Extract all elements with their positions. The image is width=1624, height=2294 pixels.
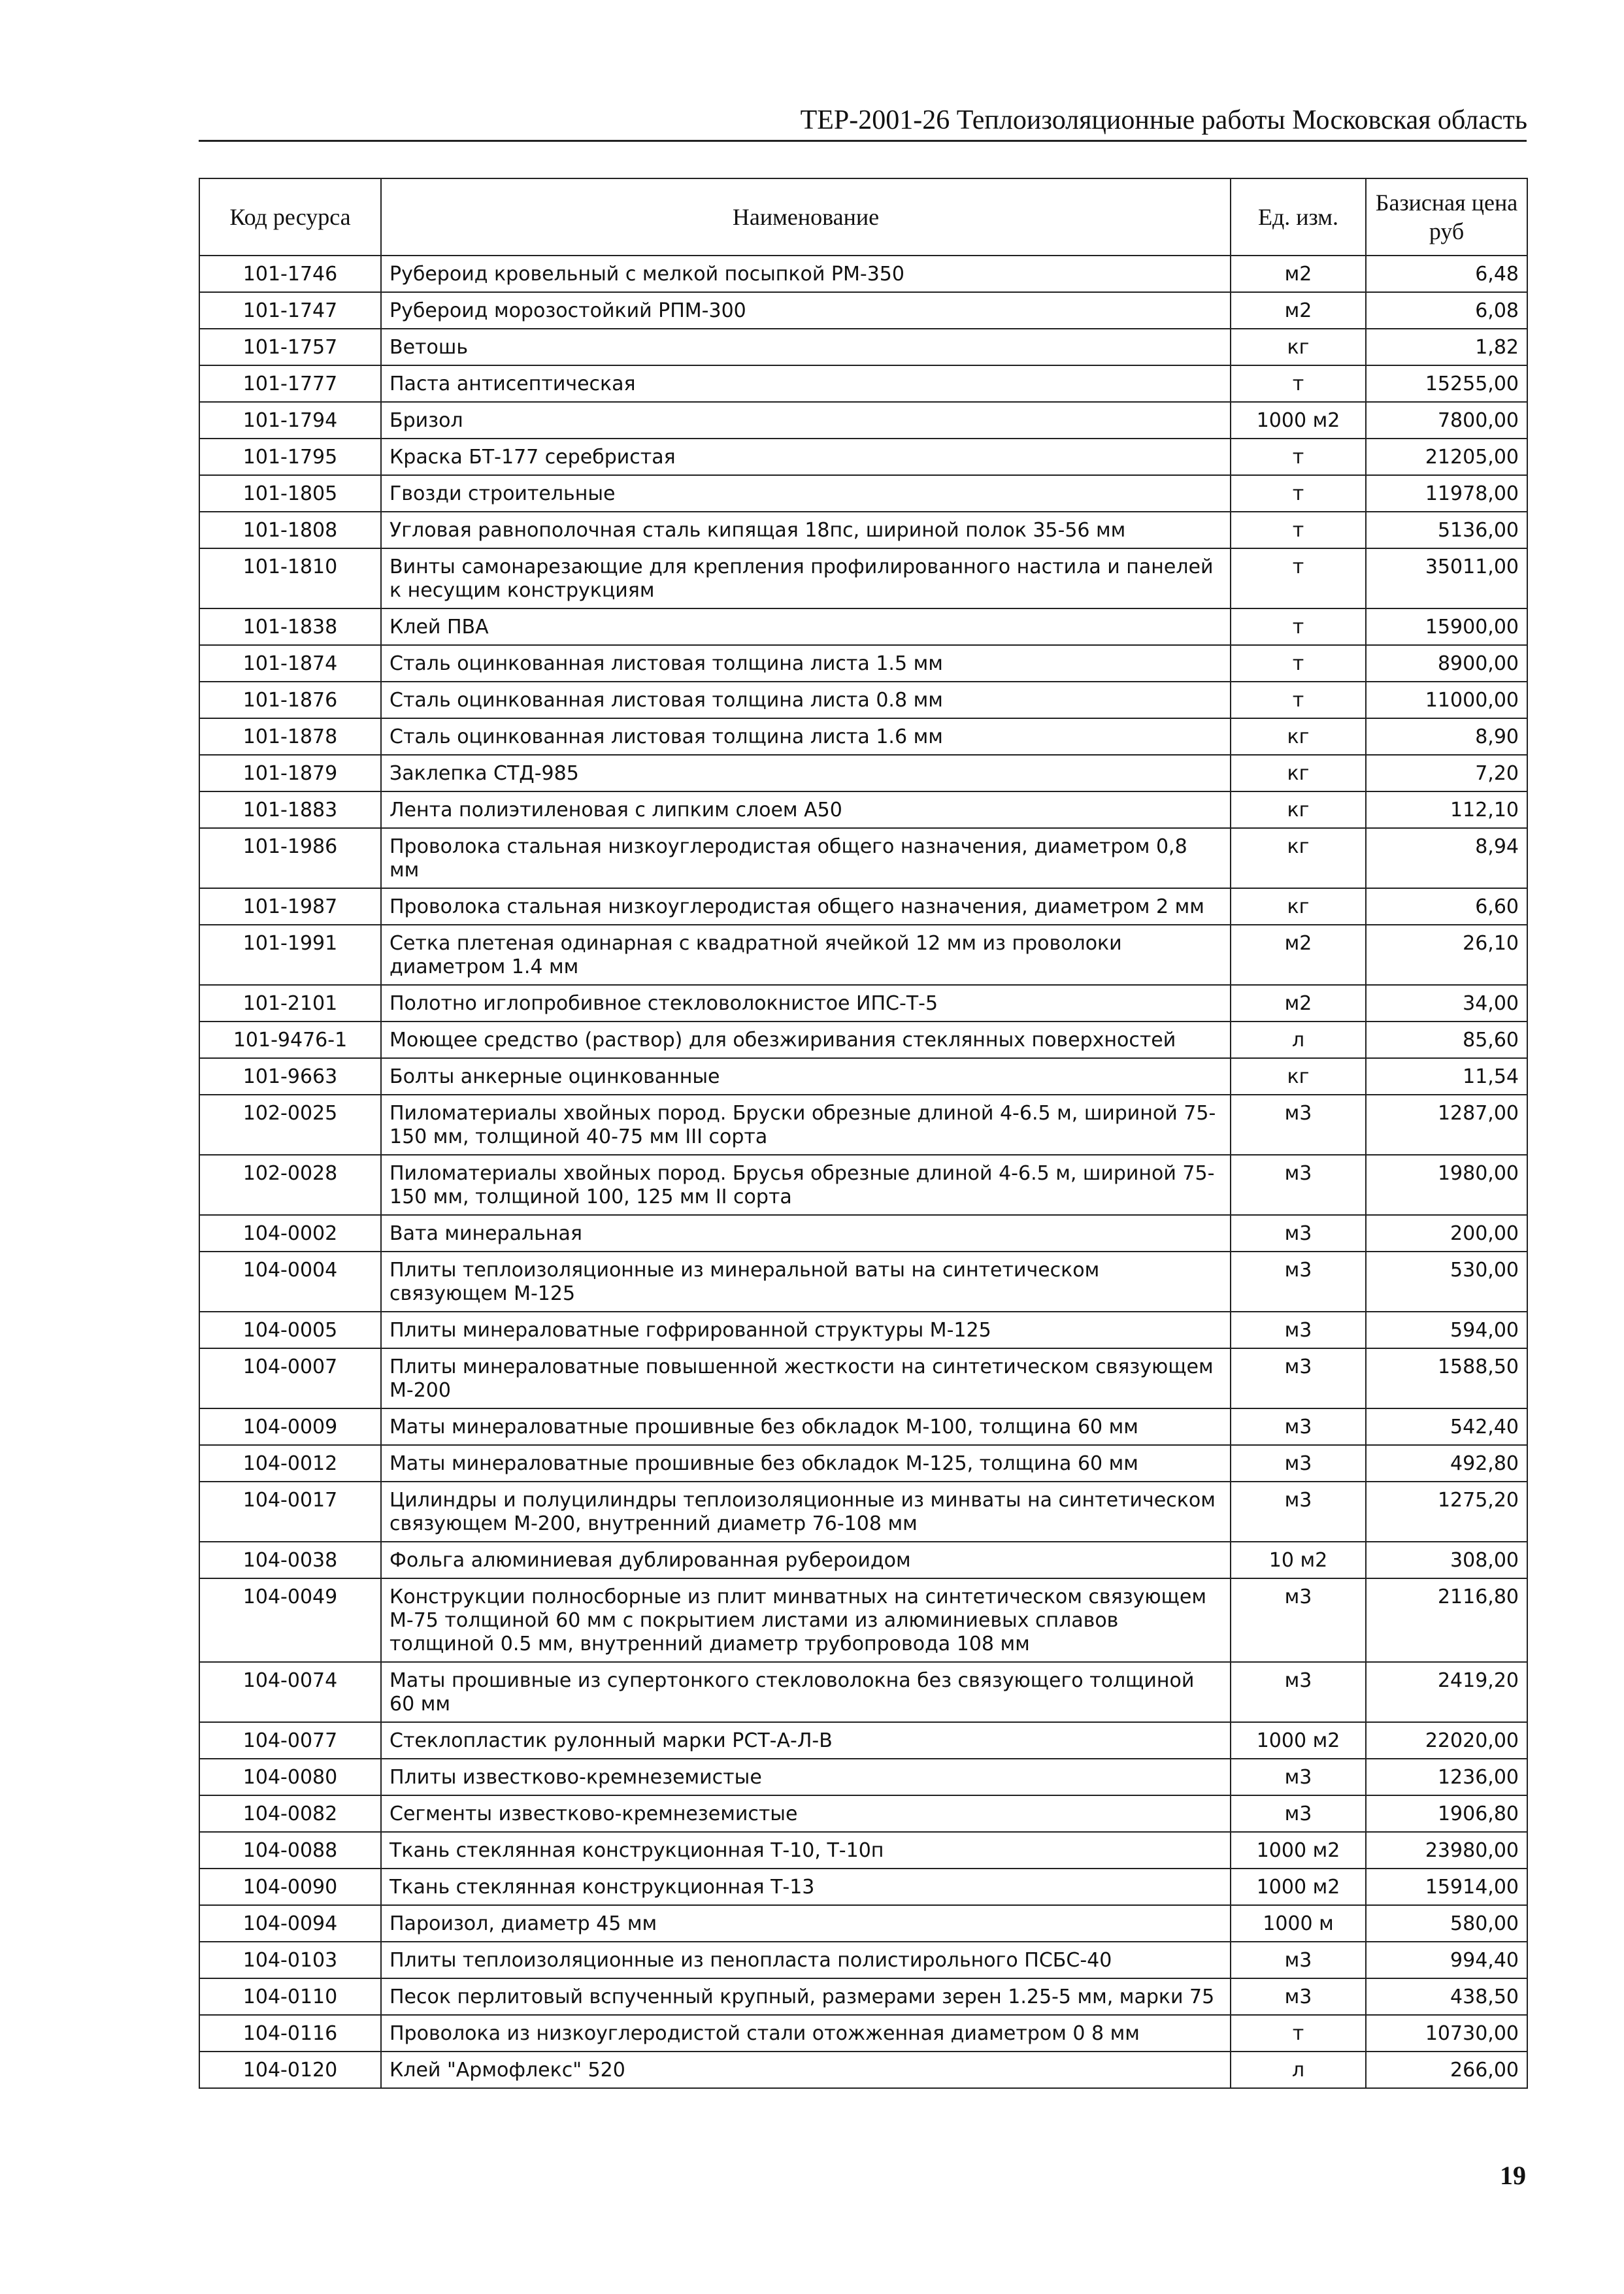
table-row [199, 548, 1527, 608]
cell-name: Краска БТ-177 серебристая [381, 439, 1231, 475]
cell-price: 85,60 [1366, 1022, 1527, 1058]
cell-code: 104-0090 [199, 1869, 381, 1905]
cell-unit: м3 [1231, 1408, 1366, 1445]
cell-unit: т [1231, 682, 1366, 718]
table-row [199, 608, 1527, 645]
table-row [199, 1722, 1527, 1759]
table-row [199, 1542, 1527, 1578]
cell-name: Маты минераловатные прошивные без обкладок М-100, толщина 60 мм [381, 1408, 1231, 1445]
cell-unit: кг [1231, 1058, 1366, 1095]
cell-price: 1980,00 [1366, 1155, 1527, 1215]
table-body [199, 256, 1527, 2088]
cell-code: 104-0074 [199, 1662, 381, 1722]
cell-code: 104-0088 [199, 1832, 381, 1869]
cell-price: 22020,00 [1366, 1722, 1527, 1759]
cell-unit: 1000 м2 [1231, 1869, 1366, 1905]
table-row [199, 1905, 1527, 1942]
cell-unit: кг [1231, 718, 1366, 755]
table-row [199, 512, 1527, 548]
table-row [199, 439, 1527, 475]
page-number: 19 [1500, 2161, 1526, 2190]
cell-price: 15255,00 [1366, 365, 1527, 402]
cell-code: 104-0012 [199, 1445, 381, 1482]
cell-code: 101-1878 [199, 718, 381, 755]
table-row [199, 1832, 1527, 1869]
cell-name: Лента полиэтиленовая с липким слоем А50 [381, 791, 1231, 828]
cell-price: 308,00 [1366, 1542, 1527, 1578]
cell-unit: м3 [1231, 1215, 1366, 1252]
cell-name: Паста антисептическая [381, 365, 1231, 402]
cell-name: Полотно иглопробивное стекловолокнистое ИПС-Т-5 [381, 985, 1231, 1022]
cell-code: 101-1838 [199, 608, 381, 645]
cell-price: 1906,80 [1366, 1795, 1527, 1832]
table-row [199, 1348, 1527, 1408]
cell-code: 104-0009 [199, 1408, 381, 1445]
cell-price: 11000,00 [1366, 682, 1527, 718]
cell-name: Пиломатериалы хвойных пород. Бруски обрезные длиной 4-6.5 м, шириной 75-150 мм, толщиной 40-75 мм III сорта [381, 1095, 1231, 1155]
cell-code: 101-1746 [199, 256, 381, 292]
cell-code: 101-1874 [199, 645, 381, 682]
cell-price: 580,00 [1366, 1905, 1527, 1942]
cell-unit: т [1231, 548, 1366, 608]
cell-price: 11,54 [1366, 1058, 1527, 1095]
table-row [199, 682, 1527, 718]
cell-name: Бризол [381, 402, 1231, 439]
cell-code: 101-1805 [199, 475, 381, 512]
table-row [199, 1252, 1527, 1312]
cell-unit: м3 [1231, 1795, 1366, 1832]
table-row [199, 1095, 1527, 1155]
table-row [199, 1155, 1527, 1215]
table-row [199, 256, 1527, 292]
cell-code: 101-1876 [199, 682, 381, 718]
cell-price: 200,00 [1366, 1215, 1527, 1252]
cell-name: Сталь оцинкованная листовая толщина листа 0.8 мм [381, 682, 1231, 718]
table-row [199, 1869, 1527, 1905]
cell-code: 102-0028 [199, 1155, 381, 1215]
cell-code: 104-0005 [199, 1312, 381, 1348]
table-row [199, 1978, 1527, 2015]
cell-price: 1287,00 [1366, 1095, 1527, 1155]
cell-code: 101-9476-1 [199, 1022, 381, 1058]
cell-code: 101-1777 [199, 365, 381, 402]
cell-code: 101-1795 [199, 439, 381, 475]
cell-name: Песок перлитовый вспученный крупный, размерами зерен 1.25-5 мм, марки 75 [381, 1978, 1231, 2015]
cell-price: 266,00 [1366, 2052, 1527, 2088]
cell-price: 1275,20 [1366, 1482, 1527, 1542]
table-row [199, 755, 1527, 791]
cell-name: Ветошь [381, 329, 1231, 365]
cell-name: Рубероид морозостойкий РПМ-300 [381, 292, 1231, 329]
cell-price: 15900,00 [1366, 608, 1527, 645]
cell-price: 5136,00 [1366, 512, 1527, 548]
table-header-row [199, 178, 1527, 256]
table-row [199, 1408, 1527, 1445]
cell-unit: л [1231, 2052, 1366, 2088]
cell-unit: м3 [1231, 1095, 1366, 1155]
cell-name: Клей "Армофлекс" 520 [381, 2052, 1231, 2088]
table-row [199, 329, 1527, 365]
cell-code: 104-0004 [199, 1252, 381, 1312]
cell-code: 101-1747 [199, 292, 381, 329]
column-header-unit: Ед. изм. [1231, 178, 1366, 256]
cell-code: 104-0103 [199, 1942, 381, 1978]
cell-price: 1588,50 [1366, 1348, 1527, 1408]
table-row [199, 365, 1527, 402]
cell-unit: т [1231, 475, 1366, 512]
cell-name: Цилиндры и полуцилиндры теплоизоляционные из минваты на синтетическом связующем М-200, внутренний диаметр 76-108 мм [381, 1482, 1231, 1542]
cell-price: 112,10 [1366, 791, 1527, 828]
cell-unit: т [1231, 2015, 1366, 2052]
cell-price: 34,00 [1366, 985, 1527, 1022]
cell-price: 994,40 [1366, 1942, 1527, 1978]
cell-code: 104-0082 [199, 1795, 381, 1832]
cell-name: Проволока стальная низкоуглеродистая общего назначения, диаметром 2 мм [381, 888, 1231, 925]
table-row [199, 2052, 1527, 2088]
cell-unit: м3 [1231, 1759, 1366, 1795]
cell-unit: кг [1231, 791, 1366, 828]
cell-name: Проволока из низкоуглеродистой стали отожженная диаметром 0 8 мм [381, 2015, 1231, 2052]
cell-price: 10730,00 [1366, 2015, 1527, 2052]
cell-price: 1,82 [1366, 329, 1527, 365]
table-row [199, 1445, 1527, 1482]
cell-code: 104-0120 [199, 2052, 381, 2088]
table-row [199, 475, 1527, 512]
cell-price: 11978,00 [1366, 475, 1527, 512]
table-row [199, 1312, 1527, 1348]
table-row [199, 718, 1527, 755]
cell-unit: м2 [1231, 925, 1366, 985]
cell-code: 104-0077 [199, 1722, 381, 1759]
cell-unit: 1000 м2 [1231, 1722, 1366, 1759]
cell-price: 2116,80 [1366, 1578, 1527, 1662]
cell-unit: 1000 м [1231, 1905, 1366, 1942]
table-row [199, 1022, 1527, 1058]
cell-unit: м3 [1231, 1155, 1366, 1215]
cell-name: Плиты минераловатные повышенной жесткости на синтетическом связующем М-200 [381, 1348, 1231, 1408]
cell-code: 104-0116 [199, 2015, 381, 2052]
cell-name: Угловая равнополочная сталь кипящая 18пс, шириной полок 35-56 мм [381, 512, 1231, 548]
cell-price: 7,20 [1366, 755, 1527, 791]
table-row [199, 985, 1527, 1022]
cell-unit: кг [1231, 755, 1366, 791]
table-row [199, 925, 1527, 985]
cell-price: 8900,00 [1366, 645, 1527, 682]
cell-price: 23980,00 [1366, 1832, 1527, 1869]
cell-code: 104-0038 [199, 1542, 381, 1578]
cell-unit: м3 [1231, 1348, 1366, 1408]
cell-code: 104-0080 [199, 1759, 381, 1795]
cell-code: 101-1757 [199, 329, 381, 365]
cell-name: Сталь оцинкованная листовая толщина листа 1.6 мм [381, 718, 1231, 755]
cell-name: Пароизол, диаметр 45 мм [381, 1905, 1231, 1942]
cell-price: 6,48 [1366, 256, 1527, 292]
cell-name: Маты минераловатные прошивные без обкладок М-125, толщина 60 мм [381, 1445, 1231, 1482]
cell-name: Конструкции полносборные из плит минватных на синтетическом связующем М-75 толщиной 60 мм с покрытием листами из алюминиевых сплавов толщиной 0.5 мм, внутренний диаметр трубопровода 108 мм [381, 1578, 1231, 1662]
cell-price: 15914,00 [1366, 1869, 1527, 1905]
table-row [199, 888, 1527, 925]
column-header-price: Базисная цена руб [1366, 178, 1527, 256]
cell-price: 35011,00 [1366, 548, 1527, 608]
cell-code: 101-1986 [199, 828, 381, 888]
cell-code: 104-0049 [199, 1578, 381, 1662]
cell-unit: кг [1231, 329, 1366, 365]
cell-name: Плиты теплоизоляционные из пенопласта полистирольного ПСБС-40 [381, 1942, 1231, 1978]
cell-unit: м3 [1231, 1942, 1366, 1978]
cell-name: Плиты минераловатные гофрированной структуры М-125 [381, 1312, 1231, 1348]
cell-code: 104-0110 [199, 1978, 381, 2015]
table-row [199, 1759, 1527, 1795]
cell-name: Заклепка СТД-985 [381, 755, 1231, 791]
column-header-code: Код ресурса [199, 178, 381, 256]
column-header-name: Наименование [381, 178, 1231, 256]
cell-name: Ткань стеклянная конструкционная Т-13 [381, 1869, 1231, 1905]
cell-name: Маты прошивные из супертонкого стекловолокна без связующего толщиной 60 мм [381, 1662, 1231, 1722]
page-header-title: ТЕР-2001-26 Теплоизоляционные работы Московская область [800, 105, 1527, 135]
table-row [199, 2015, 1527, 2052]
cell-code: 101-1883 [199, 791, 381, 828]
cell-name: Пиломатериалы хвойных пород. Брусья обрезные длиной 4-6.5 м, шириной 75-150 мм, толщиной 100, 125 мм II сорта [381, 1155, 1231, 1215]
cell-price: 2419,20 [1366, 1662, 1527, 1722]
cell-name: Гвозди строительные [381, 475, 1231, 512]
cell-unit: т [1231, 439, 1366, 475]
cell-price: 594,00 [1366, 1312, 1527, 1348]
cell-code: 101-1987 [199, 888, 381, 925]
resource-price-table [199, 178, 1528, 2089]
cell-code: 101-9663 [199, 1058, 381, 1095]
table-row [199, 1482, 1527, 1542]
cell-code: 104-0002 [199, 1215, 381, 1252]
cell-unit: т [1231, 512, 1366, 548]
cell-price: 6,60 [1366, 888, 1527, 925]
cell-name: Моющее средство (раствор) для обезжиривания стеклянных поверхностей [381, 1022, 1231, 1058]
cell-name: Клей ПВА [381, 608, 1231, 645]
cell-code: 104-0007 [199, 1348, 381, 1408]
table-row [199, 1662, 1527, 1722]
cell-name: Сталь оцинкованная листовая толщина листа 1.5 мм [381, 645, 1231, 682]
cell-unit: 10 м2 [1231, 1542, 1366, 1578]
cell-code: 101-1794 [199, 402, 381, 439]
cell-unit: м3 [1231, 1578, 1366, 1662]
cell-name: Ткань стеклянная конструкционная Т-10, Т-10п [381, 1832, 1231, 1869]
cell-price: 7800,00 [1366, 402, 1527, 439]
cell-price: 1236,00 [1366, 1759, 1527, 1795]
cell-name: Сетка плетеная одинарная с квадратной ячейкой 12 мм из проволоки диаметром 1.4 мм [381, 925, 1231, 985]
cell-code: 101-2101 [199, 985, 381, 1022]
cell-unit: л [1231, 1022, 1366, 1058]
cell-name: Плиты известково-кремнеземистые [381, 1759, 1231, 1795]
cell-name: Проволока стальная низкоуглеродистая общего назначения, диаметром 0,8 мм [381, 828, 1231, 888]
cell-unit: м2 [1231, 292, 1366, 329]
table-row [199, 1578, 1527, 1662]
cell-unit: кг [1231, 828, 1366, 888]
cell-name: Фольга алюминиевая дублированная рубероидом [381, 1542, 1231, 1578]
cell-code: 104-0017 [199, 1482, 381, 1542]
cell-price: 8,90 [1366, 718, 1527, 755]
table-row [199, 791, 1527, 828]
cell-unit: м2 [1231, 256, 1366, 292]
table-row [199, 402, 1527, 439]
cell-unit: т [1231, 645, 1366, 682]
cell-name: Рубероид кровельный с мелкой посыпкой РМ-350 [381, 256, 1231, 292]
cell-price: 530,00 [1366, 1252, 1527, 1312]
cell-name: Сегменты известково-кремнеземистые [381, 1795, 1231, 1832]
table-row [199, 1058, 1527, 1095]
cell-price: 21205,00 [1366, 439, 1527, 475]
cell-code: 102-0025 [199, 1095, 381, 1155]
table-row [199, 1942, 1527, 1978]
cell-name: Плиты теплоизоляционные из минеральной ваты на синтетическом связующем М-125 [381, 1252, 1231, 1312]
table-row [199, 645, 1527, 682]
cell-name: Болты анкерные оцинкованные [381, 1058, 1231, 1095]
cell-price: 492,80 [1366, 1445, 1527, 1482]
cell-unit: м3 [1231, 1978, 1366, 2015]
cell-unit: 1000 м2 [1231, 1832, 1366, 1869]
cell-code: 101-1810 [199, 548, 381, 608]
cell-unit: т [1231, 365, 1366, 402]
cell-unit: м3 [1231, 1482, 1366, 1542]
table-row [199, 828, 1527, 888]
cell-price: 26,10 [1366, 925, 1527, 985]
table-row [199, 1795, 1527, 1832]
cell-name: Стеклопластик рулонный марки РСТ-А-Л-В [381, 1722, 1231, 1759]
cell-price: 542,40 [1366, 1408, 1527, 1445]
cell-price: 8,94 [1366, 828, 1527, 888]
table-row [199, 292, 1527, 329]
header-divider [199, 140, 1527, 142]
table-row [199, 1215, 1527, 1252]
cell-code: 104-0094 [199, 1905, 381, 1942]
cell-unit: м3 [1231, 1662, 1366, 1722]
cell-name: Винты самонарезающие для крепления профилированного настила и панелей к несущим конструкциям [381, 548, 1231, 608]
cell-price: 438,50 [1366, 1978, 1527, 2015]
cell-unit: м2 [1231, 985, 1366, 1022]
cell-code: 101-1879 [199, 755, 381, 791]
cell-name: Вата минеральная [381, 1215, 1231, 1252]
cell-code: 101-1808 [199, 512, 381, 548]
cell-unit: м3 [1231, 1252, 1366, 1312]
cell-unit: 1000 м2 [1231, 402, 1366, 439]
cell-code: 101-1991 [199, 925, 381, 985]
cell-unit: кг [1231, 888, 1366, 925]
cell-price: 6,08 [1366, 292, 1527, 329]
cell-unit: т [1231, 608, 1366, 645]
cell-unit: м3 [1231, 1445, 1366, 1482]
cell-unit: м3 [1231, 1312, 1366, 1348]
